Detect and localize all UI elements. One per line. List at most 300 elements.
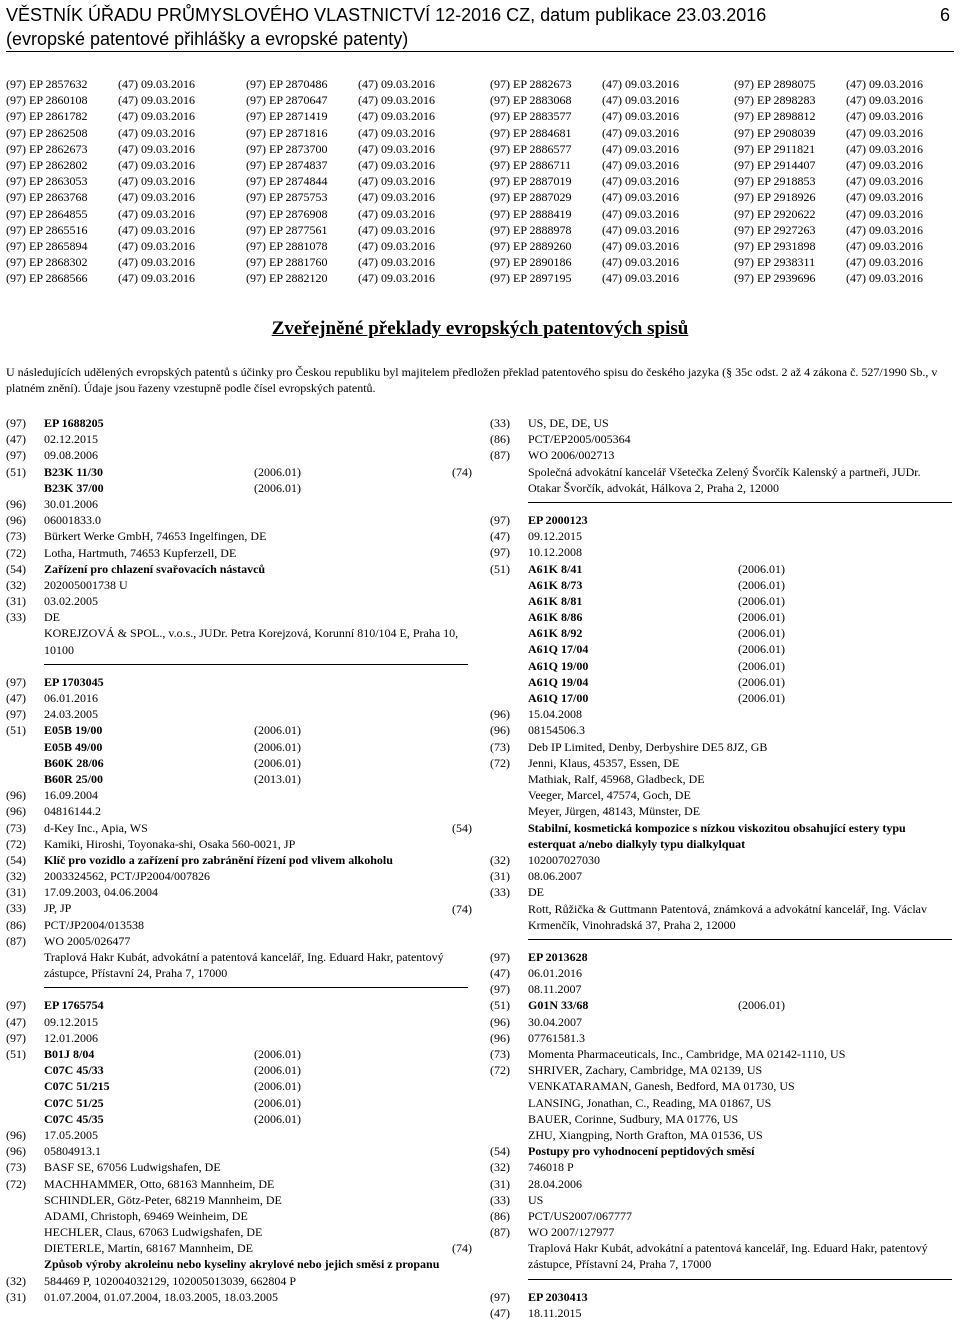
biblio-value: 30.04.2007 <box>528 1014 582 1029</box>
ep-row <box>490 108 679 124</box>
biblio-value: SCHINDLER, Götz-Peter, 68219 Mannheim, DE <box>44 1192 282 1207</box>
biblio-line <box>490 1095 952 1111</box>
ep-row <box>246 173 435 189</box>
biblio-line <box>490 1111 952 1127</box>
biblio-value: 08.06.2007 <box>528 869 582 884</box>
ipc-version: (2006.01) <box>738 561 785 576</box>
biblio-value: Klíč pro vozidlo a zařízení pro zabránění řízení pod vlivem alkoholu <box>44 852 393 867</box>
biblio-value: HECHLER, Claus, 67063 Ludwigshafen, DE <box>44 1225 263 1240</box>
biblio-value: 09.08.2006 <box>44 448 98 463</box>
biblio-value: C07C 51/25 <box>44 1095 104 1110</box>
biblio-line <box>490 1192 952 1208</box>
journal-title: VĚSTNÍK ÚŘADU PRŮMYSLOVÉHO VLASTNICTVÍ 12-2016 CZ, datum publikace 23.03.2016 <box>6 5 767 25</box>
biblio-line <box>6 803 468 819</box>
biblio-line <box>6 836 468 852</box>
ipc-version: (2006.01) <box>254 1111 301 1126</box>
biblio-value: Kamiki, Hiroshi, Toyonaka-shi, Osaka 560-0021, JP <box>44 836 296 851</box>
biblio-value: 05804913.1 <box>44 1144 101 1159</box>
inid-code: (72) <box>490 755 510 770</box>
ep-row <box>246 125 435 141</box>
ipc-version: (2006.01) <box>738 610 785 625</box>
right-patent-column <box>452 415 952 1321</box>
inid-code: (86) <box>6 917 26 932</box>
biblio-line <box>6 464 468 480</box>
page-header <box>6 3 954 52</box>
inid-code: (97) <box>6 707 26 722</box>
ep-number: (97) EP 2876908 <box>246 206 328 221</box>
biblio-value: 10.12.2008 <box>528 545 582 560</box>
inid-code: (97) <box>490 949 510 964</box>
biblio-value: LANSING, Jonathan, C., Reading, MA 01867, US <box>528 1095 772 1110</box>
biblio-value: 28.04.2006 <box>528 1176 582 1191</box>
ep-number: (97) EP 2888978 <box>490 222 572 237</box>
ep-date: (47) 09.03.2016 <box>602 109 679 124</box>
biblio-value: A61Q 17/04 <box>528 642 589 657</box>
biblio-line <box>6 706 468 722</box>
biblio-value: A61K 8/41 <box>528 561 583 576</box>
inid-code: (47) <box>6 432 26 447</box>
biblio-value: PCT/US2007/067777 <box>528 1208 633 1223</box>
section-title: Zveřejněné překlady evropských patentových spisů <box>271 318 689 339</box>
biblio-value: KOREJZOVÁ & SPOL., v.o.s., JUDr. Petra Korejzová, Korunní 810/104 E, Praha 10, 10100 <box>44 626 459 657</box>
biblio-value: WO 2006/002713 <box>528 448 615 463</box>
entry-separator <box>44 664 468 665</box>
ep-number: (97) EP 2871419 <box>246 109 328 124</box>
inid-code: (33) <box>490 416 510 430</box>
inid-code: (32) <box>6 577 26 592</box>
ep-number: (97) EP 2890186 <box>490 255 572 270</box>
ep-number: (97) EP 2875753 <box>246 190 328 205</box>
biblio-value: 09.12.2015 <box>528 529 582 544</box>
biblio-value: Lotha, Hartmuth, 74653 Kupferzell, DE <box>44 545 237 560</box>
ep-row <box>490 141 679 157</box>
ep-date: (47) 09.03.2016 <box>846 238 923 253</box>
biblio-value: 2003324562, PCT/JP2004/007826 <box>44 869 211 884</box>
ep-date: (47) 09.03.2016 <box>358 141 435 156</box>
inid-code: (51) <box>6 723 26 738</box>
ep-date: (47) 09.03.2016 <box>846 77 923 91</box>
biblio-line <box>6 1224 468 1240</box>
ep-row <box>246 92 435 108</box>
biblio-value: C07C 51/215 <box>44 1079 110 1094</box>
entry-separator <box>44 987 468 988</box>
ep-date: (47) 09.03.2016 <box>846 206 923 221</box>
inid-code: (47) <box>490 1305 510 1320</box>
ep-date: (47) 09.03.2016 <box>846 174 923 189</box>
inid-code: (54) <box>452 820 472 835</box>
ep-number: (97) EP 2898075 <box>734 77 816 91</box>
biblio-line <box>6 1062 468 1078</box>
inid-code: (47) <box>6 1014 26 1029</box>
inid-code: (97) <box>6 998 26 1013</box>
biblio-value: B23K 37/00 <box>44 480 104 495</box>
ep-date: (47) 09.03.2016 <box>358 222 435 237</box>
biblio-line <box>6 1208 468 1224</box>
ep-number: (97) EP 2884681 <box>490 125 572 140</box>
biblio-line <box>6 1159 468 1175</box>
biblio-value: EP 2013628 <box>528 949 588 964</box>
inid-code: (72) <box>6 545 26 560</box>
biblio-value: 01.07.2004, 01.07.2004, 18.03.2005, 18.03.2005 <box>44 1289 278 1304</box>
biblio-line <box>490 1127 952 1143</box>
inid-code: (73) <box>6 529 26 544</box>
inid-code: (47) <box>6 691 26 706</box>
biblio-line <box>490 755 952 771</box>
ep-column <box>6 76 195 286</box>
biblio-value: 02.12.2015 <box>44 432 98 447</box>
inid-code: (51) <box>490 561 510 576</box>
biblio-value: US, DE, DE, US <box>528 416 609 430</box>
ep-number: (97) EP 2938311 <box>734 255 816 270</box>
biblio-line <box>490 544 952 560</box>
page-number: 6 <box>939 5 950 25</box>
biblio-value: 15.04.2008 <box>528 707 582 722</box>
ep-date: (47) 09.03.2016 <box>358 174 435 189</box>
biblio-line <box>490 1014 952 1030</box>
inid-code: (32) <box>490 852 510 867</box>
biblio-value: 30.01.2006 <box>44 496 98 511</box>
ep-date: (47) 09.03.2016 <box>118 271 195 286</box>
ep-date: (47) 09.03.2016 <box>118 238 195 253</box>
biblio-line <box>6 447 468 463</box>
ep-row <box>490 125 679 141</box>
inid-code: (51) <box>6 1047 26 1061</box>
biblio-line <box>490 512 952 528</box>
biblio-value: A61K 8/86 <box>528 610 583 625</box>
inid-code: (97) <box>490 512 510 527</box>
biblio-value: 17.09.2003, 04.06.2004 <box>44 885 158 900</box>
ipc-version: (2006.01) <box>254 755 301 770</box>
ep-date: (47) 09.03.2016 <box>118 141 195 156</box>
ep-number: (97) EP 2862508 <box>6 125 88 140</box>
biblio-line <box>490 625 952 641</box>
inid-code: (97) <box>6 674 26 689</box>
biblio-line <box>6 1240 468 1256</box>
inid-code: (32) <box>490 1160 510 1175</box>
ep-row <box>734 270 923 286</box>
ep-row <box>246 189 435 205</box>
biblio-value: C07C 45/33 <box>44 1063 104 1078</box>
ep-date: (47) 09.03.2016 <box>118 157 195 172</box>
inid-code: (33) <box>490 885 510 900</box>
ep-date: (47) 09.03.2016 <box>602 141 679 156</box>
biblio-line <box>490 561 952 577</box>
ep-row <box>490 189 679 205</box>
biblio-value: B60K 28/06 <box>44 755 104 770</box>
inid-code: (54) <box>6 561 26 576</box>
biblio-value: E05B 49/00 <box>44 739 103 754</box>
biblio-line <box>490 431 952 447</box>
biblio-line <box>6 755 468 771</box>
inid-code: (96) <box>6 804 26 819</box>
biblio-line <box>6 1176 468 1192</box>
biblio-line <box>6 545 468 561</box>
ep-date: (47) 09.03.2016 <box>358 157 435 172</box>
left-patent-column <box>6 415 468 1305</box>
ep-row <box>246 270 435 286</box>
biblio-line <box>490 1143 952 1159</box>
ep-number: (97) EP 2887019 <box>490 174 572 189</box>
ep-date: (47) 09.03.2016 <box>118 125 195 140</box>
ep-date: (47) 09.03.2016 <box>358 271 435 286</box>
ep-column <box>490 76 679 286</box>
ep-row <box>246 157 435 173</box>
ep-number: (97) EP 2865516 <box>6 222 88 237</box>
entry-separator <box>528 502 952 503</box>
ep-row <box>734 238 923 254</box>
inid-code: (87) <box>6 933 26 948</box>
ep-row <box>6 238 195 254</box>
ep-row <box>734 189 923 205</box>
ep-date: (47) 09.03.2016 <box>846 255 923 270</box>
biblio-value: A61Q 19/00 <box>528 658 589 673</box>
inid-code: (72) <box>6 836 26 851</box>
ipc-version: (2006.01) <box>254 1063 301 1078</box>
biblio-line <box>6 820 468 836</box>
ep-date: (47) 09.03.2016 <box>358 206 435 221</box>
biblio-line <box>490 674 952 690</box>
biblio-value: JP, JP <box>44 901 72 916</box>
ipc-version: (2006.01) <box>254 1095 301 1110</box>
ep-number: (97) EP 2862802 <box>6 157 88 172</box>
ep-number: (97) EP 2920622 <box>734 206 816 221</box>
biblio-line <box>6 1192 468 1208</box>
biblio-value: B23K 11/30 <box>44 464 104 479</box>
biblio-value: PCT/EP2005/005364 <box>528 432 631 447</box>
journal-subtitle: (evropské patentové přihlášky a evropské patenty) <box>6 29 409 49</box>
ep-row <box>490 173 679 189</box>
biblio-value: EP 2000123 <box>528 512 588 527</box>
ep-row <box>490 270 679 286</box>
inid-code: (73) <box>6 1160 26 1175</box>
intro-paragraph: U následujících udělených evropských patentů s účinky pro Českou republiku byl majitelem předložen překlad patentového spisu do českého jazyka (§ 35c odst. 2 až 4 zákona č. 527/1990 Sb., v platném znění). Údaje jsou řazeny vzestupně podle čísel evropských patentů. <box>6 365 938 395</box>
biblio-value: Traplová Hakr Kubát, advokátní a patentová kancelář, Ing. Eduard Hakr, patentový zástupce, Přístavní 24, Praha 7, 17000 <box>528 1241 928 1272</box>
biblio-line <box>6 415 468 431</box>
ep-number: (97) EP 2882673 <box>490 77 572 91</box>
ep-column <box>246 76 435 286</box>
ep-row <box>246 141 435 157</box>
ep-date: (47) 09.03.2016 <box>118 206 195 221</box>
biblio-line <box>490 577 952 593</box>
biblio-value: DE <box>44 610 60 625</box>
inid-code: (51) <box>490 998 510 1013</box>
biblio-value: BASF SE, 67056 Ludwigshafen, DE <box>44 1160 221 1175</box>
inid-code: (97) <box>490 545 510 560</box>
biblio-value: 746018 P <box>528 1160 574 1175</box>
ep-number: (97) EP 2886711 <box>490 157 572 172</box>
inid-code: (97) <box>6 448 26 463</box>
biblio-line <box>490 641 952 657</box>
ep-number: (97) EP 2873700 <box>246 141 328 156</box>
ep-date: (47) 09.03.2016 <box>118 174 195 189</box>
inid-code: (33) <box>490 1192 510 1207</box>
inid-code: (31) <box>6 594 26 609</box>
biblio-value: Postupy pro vyhodnocení peptidových směsí <box>528 1144 755 1159</box>
inid-code <box>6 625 44 641</box>
inid-code: (87) <box>490 1225 510 1240</box>
ep-number: (97) EP 2918853 <box>734 174 816 189</box>
ipc-version: (2006.01) <box>738 593 785 608</box>
inid-code: (97) <box>490 982 510 997</box>
inid-code <box>6 949 44 965</box>
biblio-line <box>490 1289 952 1305</box>
entry-separator <box>528 1279 952 1280</box>
ipc-version: (2006.01) <box>254 739 301 754</box>
ipc-version: (2006.01) <box>738 691 785 706</box>
ep-number: (97) EP 2886577 <box>490 141 572 156</box>
biblio-value: BAUER, Corinne, Sudbury, MA 01776, US <box>528 1111 739 1126</box>
biblio-line <box>6 900 468 916</box>
ep-row <box>734 108 923 124</box>
ep-column <box>734 76 923 286</box>
inid-code: (31) <box>6 1289 26 1304</box>
inid-code: (72) <box>6 1176 26 1191</box>
ep-row <box>490 92 679 108</box>
ep-date: (47) 09.03.2016 <box>602 271 679 286</box>
ep-number: (97) EP 2870486 <box>246 77 328 91</box>
ep-row <box>6 270 195 286</box>
biblio-value: 24.03.2005 <box>44 707 98 722</box>
ep-number: (97) EP 2863053 <box>6 174 88 189</box>
ep-row <box>490 238 679 254</box>
ep-row <box>246 108 435 124</box>
biblio-line <box>490 1208 952 1224</box>
ipc-version: (2006.01) <box>254 1079 301 1094</box>
ep-number: (97) EP 2939696 <box>734 271 816 286</box>
biblio-line <box>490 981 952 997</box>
biblio-line <box>6 431 468 447</box>
biblio-value: 06.01.2016 <box>44 691 98 706</box>
ep-date: (47) 09.03.2016 <box>846 190 923 205</box>
ep-row <box>734 254 923 270</box>
biblio-line <box>490 1305 952 1321</box>
biblio-value: VENKATARAMAN, Ganesh, Bedford, MA 01730, US <box>528 1079 795 1094</box>
biblio-line <box>6 1078 468 1094</box>
biblio-value: 102007027030 <box>528 852 600 867</box>
biblio-value: Meyer, Jürgen, 48143, Münster, DE <box>528 804 701 819</box>
inid-code: (96) <box>490 1030 510 1045</box>
biblio-line <box>490 868 952 884</box>
ep-row <box>6 108 195 124</box>
ep-number: (97) EP 2881078 <box>246 238 328 253</box>
biblio-line <box>6 625 468 657</box>
ep-date: (47) 09.03.2016 <box>602 157 679 172</box>
biblio-value: ZHU, Xiangping, North Grafton, MA 01536, US <box>528 1127 763 1142</box>
biblio-line <box>490 852 952 868</box>
biblio-line <box>490 1030 952 1046</box>
biblio-value: US <box>528 1192 544 1207</box>
inid-code: (32) <box>6 1273 26 1288</box>
ep-date: (47) 09.03.2016 <box>358 255 435 270</box>
ep-row <box>734 173 923 189</box>
ep-number: (97) EP 2887029 <box>490 190 572 205</box>
biblio-line <box>6 1143 468 1159</box>
inid-code <box>6 1256 44 1272</box>
biblio-line <box>490 447 952 463</box>
ep-row <box>246 238 435 254</box>
biblio-line <box>490 739 952 755</box>
biblio-line <box>490 609 952 625</box>
biblio-value: EP 1765754 <box>44 998 104 1013</box>
biblio-line <box>452 464 952 496</box>
biblio-line <box>6 690 468 706</box>
biblio-value: Společná advokátní kancelář Všetečka Zelený Švorčík Kalenský a partneři, JUDr. Otakar Švorčík, advokát, Hálkova 2, Praha 2, 12000 <box>528 464 921 495</box>
inid-code: (73) <box>490 739 510 754</box>
inid-code: (47) <box>490 966 510 981</box>
biblio-line <box>490 1224 952 1240</box>
biblio-line <box>6 771 468 787</box>
biblio-line <box>490 803 952 819</box>
inid-code: (87) <box>490 448 510 463</box>
biblio-line <box>6 933 468 949</box>
biblio-line <box>6 1273 468 1289</box>
biblio-value: WO 2007/127977 <box>528 1225 615 1240</box>
biblio-value: 18.11.2015 <box>528 1305 582 1320</box>
biblio-line <box>6 528 468 544</box>
ep-row <box>490 222 679 238</box>
inid-code: (86) <box>490 1208 510 1223</box>
inid-code: (97) <box>490 1289 510 1304</box>
ep-date: (47) 09.03.2016 <box>846 109 923 124</box>
ep-date: (47) 09.03.2016 <box>118 109 195 124</box>
ep-row <box>6 189 195 205</box>
ep-date: (47) 09.03.2016 <box>118 222 195 237</box>
biblio-line <box>6 593 468 609</box>
biblio-line <box>6 561 468 577</box>
ep-row <box>734 125 923 141</box>
biblio-value: B60R 25/00 <box>44 771 104 786</box>
ep-number: (97) EP 2898812 <box>734 109 816 124</box>
ep-number: (97) EP 2874837 <box>246 157 328 172</box>
biblio-line <box>490 771 952 787</box>
biblio-line <box>490 722 952 738</box>
inid-code: (96) <box>490 1014 510 1029</box>
ep-number: (97) EP 2918926 <box>734 190 816 205</box>
biblio-line <box>490 528 952 544</box>
inid-code: (74) <box>452 464 472 479</box>
biblio-value: MACHHAMMER, Otto, 68163 Mannheim, DE <box>44 1176 275 1191</box>
ep-row <box>6 254 195 270</box>
ep-number: (97) EP 2870647 <box>246 93 328 108</box>
ep-number: (97) EP 2898283 <box>734 93 816 108</box>
biblio-line <box>6 1030 468 1046</box>
ipc-version: (2006.01) <box>254 480 301 495</box>
ep-row <box>6 173 195 189</box>
ep-number: (97) EP 2868302 <box>6 255 88 270</box>
biblio-value: A61Q 17/00 <box>528 691 589 706</box>
inid-code: (96) <box>490 723 510 738</box>
biblio-line <box>6 512 468 528</box>
biblio-line <box>490 787 952 803</box>
biblio-line <box>6 496 468 512</box>
ep-number: (97) EP 2864855 <box>6 206 88 221</box>
ep-number: (97) EP 2897195 <box>490 271 572 286</box>
ipc-version: (2006.01) <box>738 577 785 592</box>
biblio-value: 16.09.2004 <box>44 788 98 803</box>
ep-number: (97) EP 2860108 <box>6 93 88 108</box>
biblio-line <box>490 1062 952 1078</box>
ep-row <box>734 141 923 157</box>
biblio-line <box>490 658 952 674</box>
biblio-line <box>490 415 952 431</box>
ep-date: (47) 09.03.2016 <box>846 222 923 237</box>
inid-code: (96) <box>6 1127 26 1142</box>
ep-row <box>246 254 435 270</box>
inid-code: (31) <box>490 1176 510 1191</box>
ipc-version: (2013.01) <box>254 771 301 786</box>
biblio-value: A61Q 19/04 <box>528 674 589 689</box>
ep-row <box>734 222 923 238</box>
